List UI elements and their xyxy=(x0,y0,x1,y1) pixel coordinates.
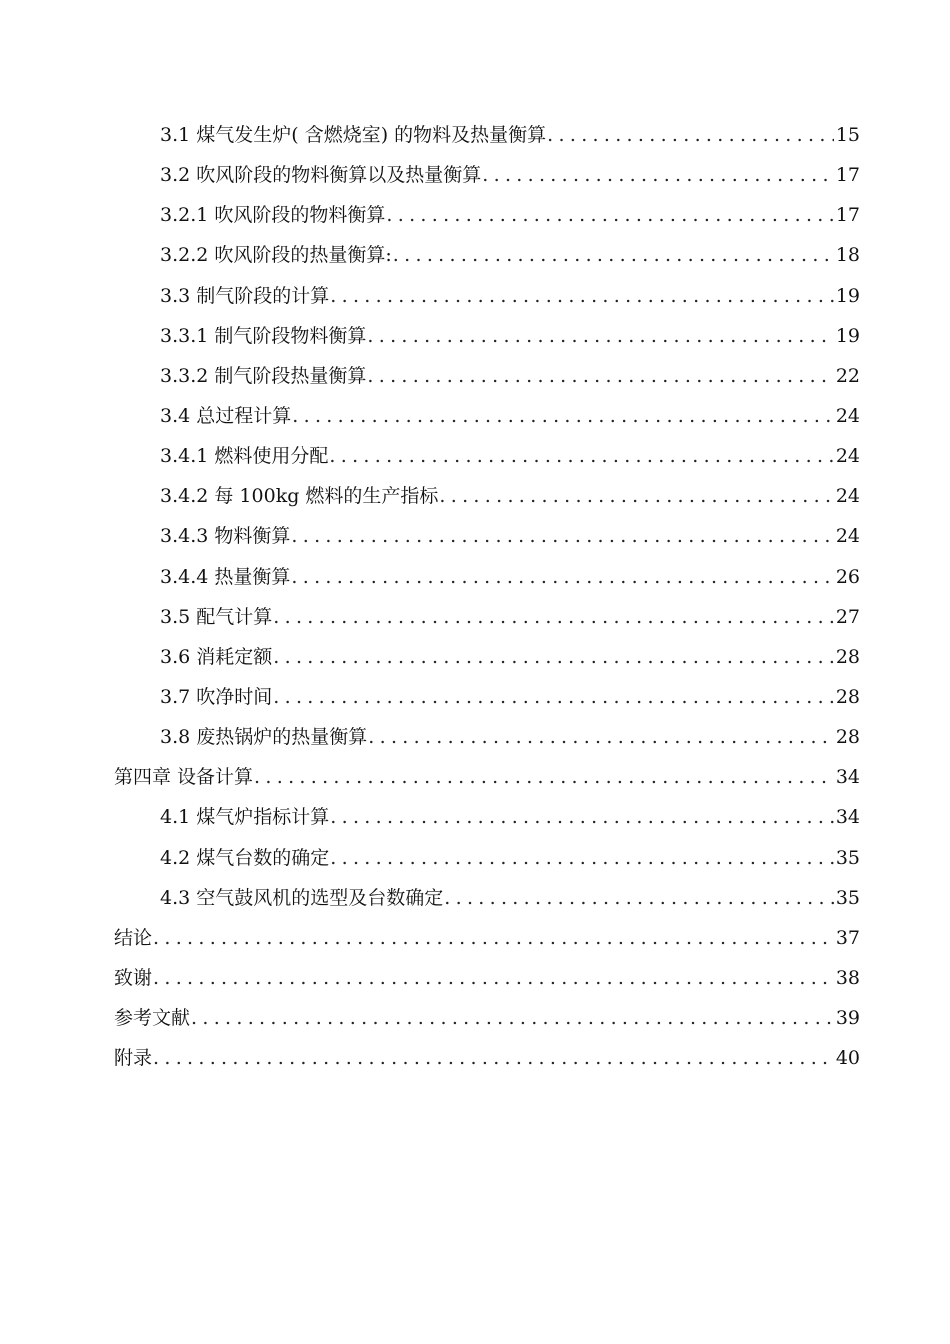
toc-entry-page: 28 xyxy=(835,645,860,668)
toc-dot-leader xyxy=(273,637,834,677)
toc-dot-leader xyxy=(330,276,834,316)
toc-dot-leader xyxy=(444,878,834,918)
toc-dot-leader xyxy=(153,958,834,998)
toc-entry-page: 15 xyxy=(835,124,860,146)
toc-dot-leader xyxy=(439,476,833,516)
toc-entry-3-4[interactable] xyxy=(114,396,860,436)
toc-entry-3-4-4[interactable] xyxy=(114,557,860,597)
toc-entry-page: 37 xyxy=(835,926,860,949)
toc-entry-page: 19 xyxy=(835,324,860,347)
toc-entry-page: 24 xyxy=(835,485,860,508)
toc-entry-title: 3.2.1 吹风阶段的物料衡算 xyxy=(160,204,386,227)
toc-entry-3-2-2[interactable] xyxy=(114,235,860,275)
toc-dot-leader xyxy=(273,597,834,637)
toc-dot-leader xyxy=(368,717,834,757)
toc-entry-title: 3.2 吹风阶段的物料衡算以及热量衡算 xyxy=(160,164,482,187)
toc-entry-3-4-3[interactable] xyxy=(114,516,860,556)
toc-entry-title: 3.6 消耗定额 xyxy=(160,645,273,668)
toc-entry-references[interactable] xyxy=(114,998,860,1038)
toc-entry-title: 3.3.2 制气阶段热量衡算 xyxy=(160,364,367,387)
toc-entry-page: 34 xyxy=(835,806,860,829)
toc-dot-leader xyxy=(191,998,834,1038)
toc-entry-3-1[interactable] xyxy=(114,115,860,155)
toc-entry-title: 3.7 吹净时间 xyxy=(160,685,273,708)
toc-entry-page: 24 xyxy=(835,404,860,427)
toc-entry-3-8[interactable] xyxy=(114,717,860,757)
toc-dot-leader xyxy=(254,757,834,797)
toc-entry-page: 28 xyxy=(835,685,860,708)
toc-entry-title: 3.8 废热锅炉的热量衡算 xyxy=(160,726,368,749)
toc-entry-title: 附录 xyxy=(114,1047,153,1070)
toc-entry-title: 第四章 设备计算 xyxy=(114,766,254,789)
toc-dot-leader xyxy=(330,838,834,878)
toc-dot-leader xyxy=(153,1038,834,1078)
toc-entry-title: 4.3 空气鼓风机的选型及台数确定 xyxy=(160,886,444,909)
toc-dot-leader xyxy=(153,918,834,958)
toc-entry-3-3[interactable] xyxy=(114,276,860,316)
toc-entry-page: 27 xyxy=(835,605,860,628)
toc-entry-3-4-1[interactable] xyxy=(114,436,860,476)
toc-entry-4-3[interactable] xyxy=(114,878,860,918)
toc-entry-title: 3.4.2 每 100kg 燃料的生产指标 xyxy=(160,485,439,508)
toc-entry-4-2[interactable] xyxy=(114,838,860,878)
toc-entry-4-1[interactable] xyxy=(114,797,860,837)
toc-entry-3-2[interactable] xyxy=(114,155,860,195)
toc-entry-page: 39 xyxy=(835,1007,860,1030)
toc-entry-title: 4.1 煤气炉指标计算 xyxy=(160,806,330,829)
toc-entry-page: 24 xyxy=(835,445,860,468)
toc-entry-page: 38 xyxy=(835,966,860,989)
toc-entry-chapter-4[interactable] xyxy=(114,757,860,797)
toc-entry-page: 26 xyxy=(835,565,860,588)
toc-entry-title: 3.1 煤气发生炉( 含燃烧室) 的物料及热量衡算 xyxy=(160,124,547,146)
toc-entry-3-7[interactable] xyxy=(114,677,860,717)
toc-entry-title: 3.2.2 吹风阶段的热量衡算: xyxy=(160,244,392,267)
toc-entry-3-3-1[interactable] xyxy=(114,316,860,356)
toc-entry-3-5[interactable] xyxy=(114,597,860,637)
toc-dot-leader xyxy=(547,115,834,155)
toc-dot-leader xyxy=(393,235,834,275)
toc-dot-leader xyxy=(329,436,833,476)
toc-entry-title: 3.4.1 燃料使用分配 xyxy=(160,445,329,468)
toc-dot-leader xyxy=(291,516,833,556)
toc-entry-title: 3.3 制气阶段的计算 xyxy=(160,284,330,307)
toc-dot-leader xyxy=(482,155,834,195)
toc-entry-page: 34 xyxy=(835,766,860,789)
toc-entry-page: 22 xyxy=(835,364,860,387)
toc-entry-page: 17 xyxy=(835,204,860,227)
toc-entry-title: 3.4 总过程计算 xyxy=(160,404,292,427)
toc-entry-page: 40 xyxy=(835,1047,860,1070)
toc-entry-page: 24 xyxy=(835,525,860,548)
toc-entry-appendix[interactable] xyxy=(114,1038,860,1078)
toc-entry-page: 19 xyxy=(835,284,860,307)
toc-dot-leader xyxy=(367,316,833,356)
toc-entry-page: 18 xyxy=(835,244,860,267)
toc-entry-title: 致谢 xyxy=(114,966,153,989)
toc-dot-leader xyxy=(367,356,833,396)
toc-entry-3-4-2[interactable] xyxy=(114,476,860,516)
toc-dot-leader xyxy=(273,677,834,717)
toc-entry-title: 4.2 煤气台数的确定 xyxy=(160,846,330,869)
toc-entry-page: 35 xyxy=(835,886,860,909)
toc-entry-3-2-1[interactable] xyxy=(114,195,860,235)
toc-entry-page: 17 xyxy=(835,164,860,187)
toc-entry-title: 3.5 配气计算 xyxy=(160,605,273,628)
toc-entry-title: 3.4.3 物料衡算 xyxy=(160,525,291,548)
toc-entry-page: 28 xyxy=(835,726,860,749)
toc-entry-title: 参考文献 xyxy=(114,1007,191,1030)
toc-entry-conclusion[interactable] xyxy=(114,918,860,958)
toc-dot-leader xyxy=(330,797,834,837)
table-of-contents xyxy=(114,115,860,1078)
toc-entry-title: 3.4.4 热量衡算 xyxy=(160,565,291,588)
toc-dot-leader xyxy=(292,396,834,436)
toc-entry-3-3-2[interactable] xyxy=(114,356,860,396)
toc-entry-acknowledgements[interactable] xyxy=(114,958,860,998)
toc-entry-title: 3.3.1 制气阶段物料衡算 xyxy=(160,324,367,347)
toc-entry-page: 35 xyxy=(835,846,860,869)
toc-entry-3-6[interactable] xyxy=(114,637,860,677)
toc-dot-leader xyxy=(291,557,833,597)
toc-entry-title: 结论 xyxy=(114,926,153,949)
toc-dot-leader xyxy=(386,195,833,235)
